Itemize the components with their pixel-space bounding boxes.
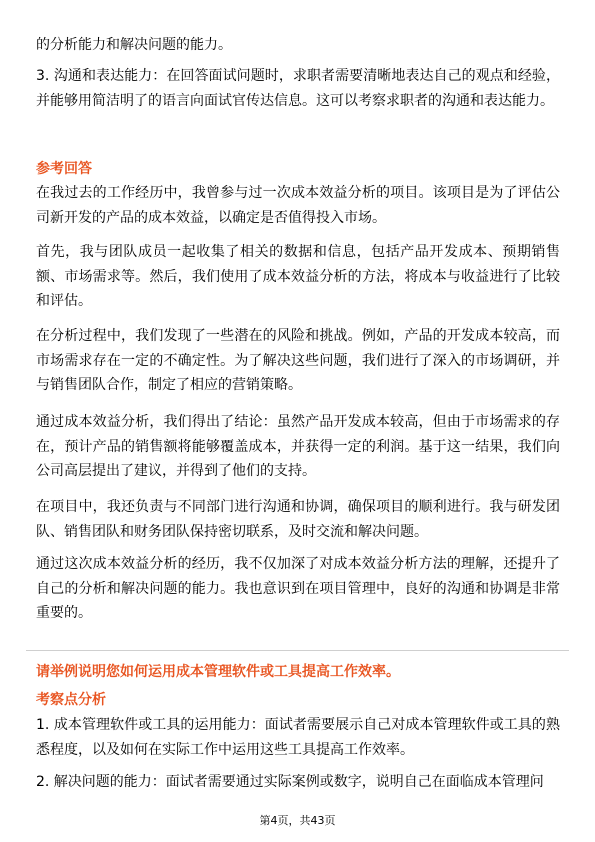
page-number: 第4页，共43页 xyxy=(259,814,336,827)
question-heading: 请举例说明您如何运用成本管理软件或工具提高工作效率。 xyxy=(36,664,400,680)
answer-paragraph: 首先，我与团队成员一起收集了相关的数据和信息，包括产品开发成本、预期销售额、市场需求等。然后，我们使用了成本效益分析的方法，将成本与收益进行了比较和评估。 xyxy=(36,244,560,309)
answer-paragraph: 在我过去的工作经历中，我曾参与过一次成本效益分析的项目。该项目是为了评估公司新开发的产品的成本效益，以确定是否值得投入市场。 xyxy=(36,185,560,226)
answer-paragraph: 在分析过程中，我们发现了一些潜在的风险和挑战。例如，产品的开发成本较高，而市场需求存在一定的不确定性。为了解决这些问题，我们进行了深入的市场调研，并与销售团队合作，制定了相应的营销策略。 xyxy=(36,328,560,393)
analysis-point-3: 3. 沟通和表达能力：在回答面试问题时，求职者需要清晰地表达自己的观点和经验，并能够用简洁明了的语言向面试官传达信息。这可以考察求职者的沟通和表达能力。 xyxy=(36,68,560,109)
analysis-heading: 考察点分析 xyxy=(36,692,106,708)
continued-text: 的分析能力和解决问题的能力。 xyxy=(36,37,232,53)
section-divider xyxy=(26,650,569,651)
analysis-point: 1. 成本管理软件或工具的运用能力：面试者需要展示自己对成本管理软件或工具的熟悉程度，以及如何在实际工作中运用这些工具提高工作效率。 xyxy=(36,717,560,758)
answer-paragraph: 通过成本效益分析，我们得出了结论：虽然产品开发成本较高，但由于市场需求的存在，预计产品的销售额将能够覆盖成本，并获得一定的利润。基于这一结果，我们向公司高层提出了建议，并得到了他们的支持。 xyxy=(36,414,560,479)
reference-answer-heading: 参考回答 xyxy=(36,161,92,177)
answer-paragraph: 通过这次成本效益分析的经历，我不仅加深了对成本效益分析方法的理解，还提升了自己的分析和解决问题的能力。我也意识到在项目管理中，良好的沟通和协调是非常重要的。 xyxy=(36,556,560,621)
analysis-point: 2. 解决问题的能力：面试者需要通过实际案例或数字，说明自己在面临成本管理问 xyxy=(36,774,544,790)
answer-paragraph: 在项目中，我还负责与不同部门进行沟通和协调，确保项目的顺利进行。我与研发团队、销售团队和财务团队保持密切联系，及时交流和解决问题。 xyxy=(36,499,560,540)
